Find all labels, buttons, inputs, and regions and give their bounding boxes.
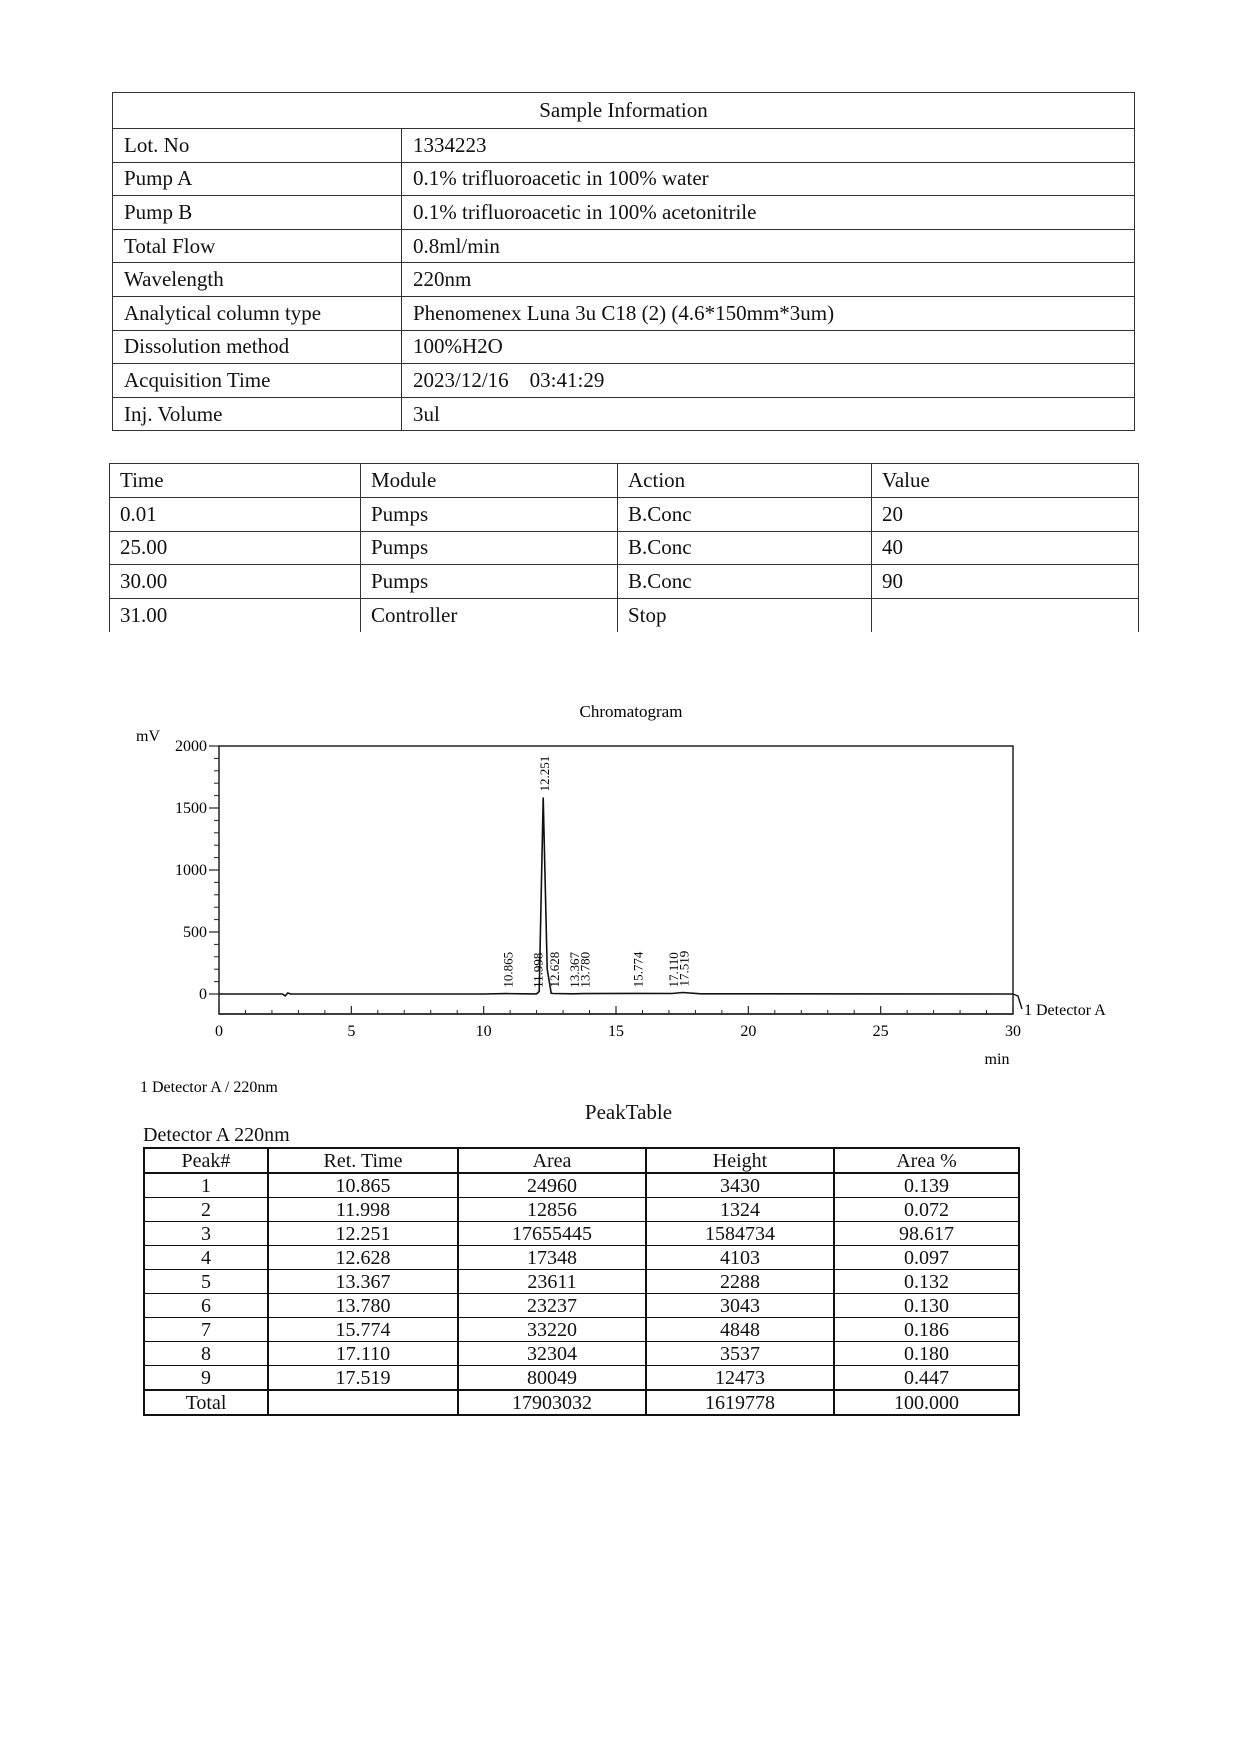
row-value: 0.8ml/min xyxy=(402,229,1135,263)
table-cell: 98.617 xyxy=(834,1222,1019,1246)
table-cell: 11.998 xyxy=(268,1198,458,1222)
table-row xyxy=(113,196,1135,230)
table-cell: 23237 xyxy=(458,1294,646,1318)
row-label: Analytical column type xyxy=(113,296,402,330)
peak-label: 12.251 xyxy=(537,755,553,792)
table-cell: 13.367 xyxy=(268,1270,458,1294)
peak-label: 17.110 xyxy=(665,952,681,988)
column-header: Action xyxy=(618,464,872,498)
column-header: Module xyxy=(361,464,618,498)
table-cell: 12856 xyxy=(458,1198,646,1222)
table-cell: 3430 xyxy=(646,1173,834,1198)
table-cell: 1584734 xyxy=(646,1222,834,1246)
table-cell: 80049 xyxy=(458,1366,646,1391)
peak-table xyxy=(143,1147,1020,1416)
row-value: 0.1% trifluoroacetic in 100% acetonitrile xyxy=(402,196,1135,230)
table-cell: 0.130 xyxy=(834,1294,1019,1318)
table-row xyxy=(144,1318,1019,1342)
peak-label: 13.367 xyxy=(566,952,582,988)
table-cell xyxy=(268,1390,458,1415)
table-row xyxy=(110,531,1139,565)
table-row xyxy=(144,1366,1019,1391)
table-cell: 12.628 xyxy=(268,1246,458,1270)
table-cell: 0.139 xyxy=(834,1173,1019,1198)
table-cell: 17.110 xyxy=(268,1342,458,1366)
table-cell: 4 xyxy=(144,1246,268,1270)
table-cell: 0.180 xyxy=(834,1342,1019,1366)
table-header-row xyxy=(144,1148,1019,1173)
peak-table-detector: Detector A 220nm xyxy=(143,1124,290,1146)
table-row xyxy=(110,565,1139,599)
table-cell: 40 xyxy=(872,531,1139,565)
table-row xyxy=(110,599,1139,632)
table-cell: 30.00 xyxy=(110,565,361,599)
row-value: 3ul xyxy=(402,397,1135,431)
x-tick-label: 5 xyxy=(347,1023,356,1040)
column-header: Time xyxy=(110,464,361,498)
table-cell: 8 xyxy=(144,1342,268,1366)
table-cell: 100.000 xyxy=(834,1390,1019,1415)
table-header-row xyxy=(110,464,1139,498)
table-row xyxy=(144,1342,1019,1366)
table-cell: B.Conc xyxy=(618,531,872,565)
row-value: 100%H2O xyxy=(402,330,1135,364)
detector-caption: 1 Detector A / 220nm xyxy=(140,1079,278,1096)
table-cell: B.Conc xyxy=(618,565,872,599)
table-row xyxy=(113,330,1135,364)
table-cell: Stop xyxy=(618,599,872,632)
table-cell: 32304 xyxy=(458,1342,646,1366)
table-cell: 0.072 xyxy=(834,1198,1019,1222)
peak-label: 11.998 xyxy=(530,952,546,988)
series-line xyxy=(219,798,1013,996)
column-header: Value xyxy=(872,464,1139,498)
peak-table-title: PeakTable xyxy=(584,1100,673,1124)
chromatogram-chart xyxy=(0,690,1241,1100)
table-row xyxy=(144,1173,1019,1198)
table-cell xyxy=(872,599,1139,632)
table-cell: Pumps xyxy=(361,497,618,531)
table-row xyxy=(113,129,1135,163)
series-label: 1 Detector A xyxy=(1024,1002,1106,1019)
table-row xyxy=(110,497,1139,531)
table-cell: 0.186 xyxy=(834,1318,1019,1342)
peak-label: 10.865 xyxy=(500,951,516,988)
table-cell: 3043 xyxy=(646,1294,834,1318)
y-tick-label: 0 xyxy=(199,986,207,1003)
row-label: Wavelength xyxy=(113,263,402,297)
peak-label: 13.780 xyxy=(577,951,593,988)
table-cell: 12473 xyxy=(646,1366,834,1391)
row-value: 220nm xyxy=(402,263,1135,297)
table-cell: 17.519 xyxy=(268,1366,458,1391)
row-value: 1334223 xyxy=(402,129,1135,163)
x-tick-label: 15 xyxy=(608,1023,624,1040)
table-cell: 2 xyxy=(144,1198,268,1222)
table-cell: 3537 xyxy=(646,1342,834,1366)
table-row xyxy=(113,296,1135,330)
y-axis-label: mV xyxy=(136,728,160,745)
row-label: Dissolution method xyxy=(113,330,402,364)
table-cell: Total xyxy=(144,1390,268,1415)
sample-information-table xyxy=(112,92,1135,431)
table-row xyxy=(113,364,1135,398)
row-label: Inj. Volume xyxy=(113,397,402,431)
x-tick-label: 10 xyxy=(475,1023,492,1040)
table-cell: 0.132 xyxy=(834,1270,1019,1294)
table-row xyxy=(144,1222,1019,1246)
row-label: Pump B xyxy=(113,196,402,230)
table-cell: 17655445 xyxy=(458,1222,646,1246)
table-row xyxy=(144,1270,1019,1294)
table-row xyxy=(144,1198,1019,1222)
table-cell: 4103 xyxy=(646,1246,834,1270)
x-tick-label: 20 xyxy=(740,1023,757,1040)
row-label: Acquisition Time xyxy=(113,364,402,398)
x-tick-label: 30 xyxy=(1005,1023,1021,1040)
y-tick-label: 2000 xyxy=(175,738,207,755)
table-cell: 90 xyxy=(872,565,1139,599)
table-cell: 3 xyxy=(144,1222,268,1246)
table-cell: 12.251 xyxy=(268,1222,458,1246)
x-tick-label: 0 xyxy=(215,1023,223,1040)
table-cell: 9 xyxy=(144,1366,268,1391)
table-row xyxy=(113,229,1135,263)
series-label-leader xyxy=(1013,994,1022,1009)
x-axis-ticks xyxy=(215,1006,1021,1040)
y-tick-label: 1500 xyxy=(175,800,207,817)
peak-label: 15.774 xyxy=(630,951,646,988)
table-cell: 2288 xyxy=(646,1270,834,1294)
table-row xyxy=(113,263,1135,297)
column-header: Ret. Time xyxy=(268,1148,458,1173)
table-row xyxy=(144,1294,1019,1318)
chart-title: Chromatogram xyxy=(579,702,683,721)
row-label: Total Flow xyxy=(113,229,402,263)
chromatogram-trace xyxy=(219,798,1022,1010)
table-cell: 17348 xyxy=(458,1246,646,1270)
table-row xyxy=(144,1246,1019,1270)
y-axis-ticks xyxy=(175,738,219,1003)
table-cell: 25.00 xyxy=(110,531,361,565)
table-cell: 17903032 xyxy=(458,1390,646,1415)
table-cell: 31.00 xyxy=(110,599,361,632)
total-row xyxy=(144,1390,1019,1415)
table-cell: 23611 xyxy=(458,1270,646,1294)
x-tick-label: 25 xyxy=(872,1023,889,1040)
table-cell: 5 xyxy=(144,1270,268,1294)
gradient-timetable xyxy=(109,463,1139,632)
column-header: Height xyxy=(646,1148,834,1173)
column-header: Area xyxy=(458,1148,646,1173)
table-cell: 33220 xyxy=(458,1318,646,1342)
row-label: Lot. No xyxy=(113,129,402,163)
table-cell: B.Conc xyxy=(618,497,872,531)
table-cell: 0.097 xyxy=(834,1246,1019,1270)
peak-label: 12.628 xyxy=(547,951,563,988)
table-cell: Pumps xyxy=(361,531,618,565)
x-axis-label: min xyxy=(984,1051,1010,1068)
table-cell: 0.01 xyxy=(110,497,361,531)
table-row xyxy=(113,162,1135,196)
table-cell: Pumps xyxy=(361,565,618,599)
row-value: 0.1% trifluoroacetic in 100% water xyxy=(402,162,1135,196)
y-tick-label: 500 xyxy=(183,924,207,941)
table-cell: 1324 xyxy=(646,1198,834,1222)
table-cell: 4848 xyxy=(646,1318,834,1342)
table-cell: 6 xyxy=(144,1294,268,1318)
table-cell: 15.774 xyxy=(268,1318,458,1342)
sample-information-title: Sample Information xyxy=(113,93,1135,129)
row-label: Pump A xyxy=(113,162,402,196)
peak-labels xyxy=(501,756,692,988)
table-cell: 20 xyxy=(872,497,1139,531)
row-value: 2023/12/16 03:41:29 xyxy=(402,364,1135,398)
table-cell: 0.447 xyxy=(834,1366,1019,1391)
table-cell: 1 xyxy=(144,1173,268,1198)
table-cell: Controller xyxy=(361,599,618,632)
column-header: Peak# xyxy=(144,1148,268,1173)
column-header: Area % xyxy=(834,1148,1019,1173)
table-cell: 24960 xyxy=(458,1173,646,1198)
table-cell: 1619778 xyxy=(646,1390,834,1415)
table-cell: 13.780 xyxy=(268,1294,458,1318)
plot-frame xyxy=(219,746,1013,1014)
table-cell: 10.865 xyxy=(268,1173,458,1198)
table-cell: 7 xyxy=(144,1318,268,1342)
row-value: Phenomenex Luna 3u C18 (2) (4.6*150mm*3um) xyxy=(402,296,1135,330)
y-tick-label: 1000 xyxy=(175,862,207,879)
peak-label: 17.519 xyxy=(676,950,692,987)
table-row xyxy=(113,397,1135,431)
